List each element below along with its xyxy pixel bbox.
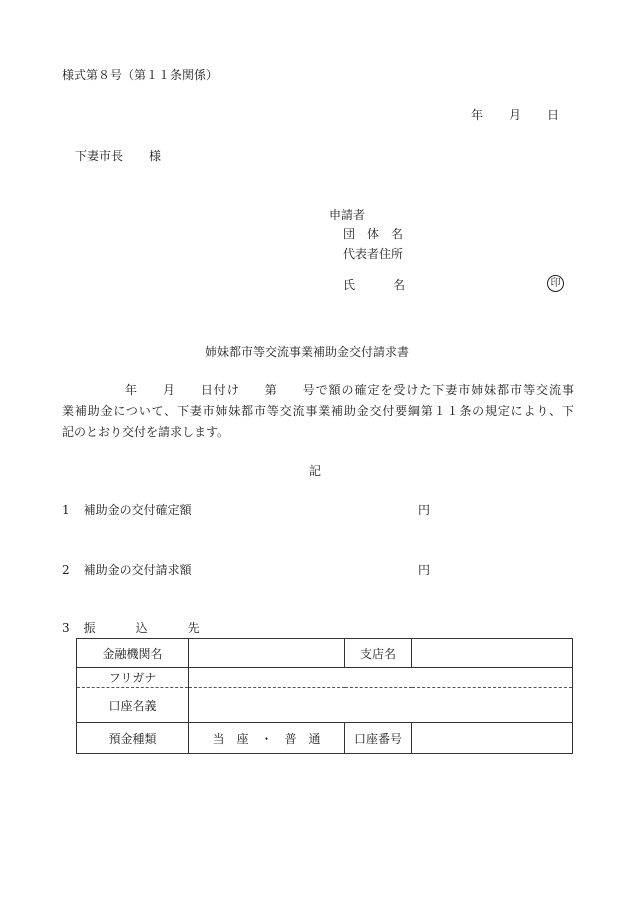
body-paragraph [62, 380, 574, 443]
furigana-field[interactable] [189, 668, 573, 688]
body-line-2: 業補助金について、下妻市姉妹都市等交流事業補助金交付要綱第１１条の規定により、下 [62, 404, 574, 418]
deposit-type-label: 預金種類 [77, 723, 189, 754]
table-row [77, 639, 573, 668]
item-2-number: 2 [62, 563, 70, 577]
table-row [77, 668, 573, 688]
furigana-label: フリガナ [77, 668, 189, 688]
body-line-3: 記のとおり交付を請求します。 [62, 425, 230, 439]
form-number: 様式第８号（第１１条関係） [62, 68, 219, 82]
date-day: 日 [547, 108, 560, 122]
ki-heading: 記 [309, 464, 322, 478]
item-1 [62, 502, 192, 518]
addressee [75, 148, 161, 164]
body-line-1: 年 月 日付け 第 号で額の確定を受けた下妻市姉妹都市等交流事 [124, 383, 574, 397]
account-number-field[interactable] [412, 723, 573, 754]
item-2 [62, 562, 192, 578]
date-month: 月 [509, 108, 522, 122]
account-number-label: 口座番号 [345, 723, 412, 754]
item-1-unit: 円 [418, 503, 431, 517]
deposit-type-options[interactable]: 当 座 ・ 普 通 [189, 723, 345, 754]
bank-name-field[interactable] [189, 639, 345, 668]
branch-name-field[interactable] [412, 639, 573, 668]
date-year: 年 [471, 108, 484, 122]
applicant-name-label [343, 277, 405, 293]
name-label-first: 氏 [343, 278, 356, 292]
branch-name-label: 支店名 [345, 639, 412, 668]
table-row [77, 688, 573, 723]
transfer-table [76, 638, 573, 754]
addressee-name: 下妻市長 [75, 149, 124, 163]
item-1-label: 補助金の交付確定額 [83, 503, 192, 517]
item-2-label: 補助金の交付請求額 [83, 563, 192, 577]
transfer-number: 3 [62, 621, 70, 635]
bank-name-label: 金融機関名 [77, 639, 189, 668]
document-title: 姉妹都市等交流事業補助金交付請求書 [205, 345, 410, 359]
organization-name-label: 団 体 名 [343, 227, 404, 241]
transfer-heading: 3 振 込 先 [62, 621, 200, 635]
date-line [471, 107, 559, 123]
account-name-field[interactable] [189, 688, 573, 723]
seal-mark: 印 [547, 275, 564, 292]
item-2-unit: 円 [418, 563, 431, 577]
item-1-number: 1 [62, 503, 70, 517]
representative-address-label: 代表者住所 [343, 247, 404, 261]
addressee-honorific: 様 [149, 149, 162, 163]
name-label-second: 名 [393, 278, 406, 292]
applicant-heading: 申請者 [329, 208, 366, 222]
account-name-label: 口座名義 [77, 688, 189, 723]
table-row [77, 723, 573, 754]
